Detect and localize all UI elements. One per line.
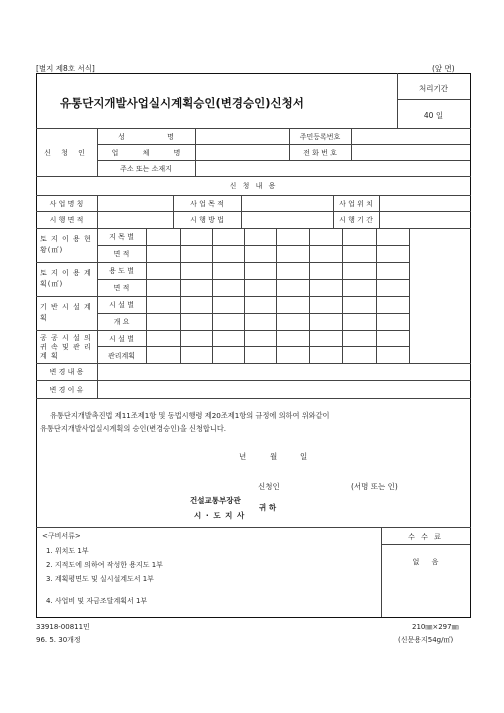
footer-paper-size: 210㎜×297㎜ [412,623,459,631]
project-name-label: 사 업 명 칭 [49,200,84,208]
form-number: [별지 제8호 서식] [36,64,95,73]
footer-revision-date: 96. 5. 30개정 [36,636,81,644]
infra-plan-label: 기 반 시 설 계 획 [40,303,92,322]
form-title: 유통단지개발사업실시계획승인(변경승인)신청서 [60,96,304,110]
page-side: (앞 면) [432,64,455,73]
recipient-suffix: 귀 하 [259,503,277,512]
project-purpose-label: 사 업 목 적 [190,200,224,208]
date-day: 일 [300,452,308,461]
land-plan-label: 토 지 이 용 계 획(㎡) [40,269,92,288]
statement-line-2: 유통단지개발사업실시계획의 승인(변경승인)을 신청합니다. [40,424,227,433]
period-label: 시 행 기 간 [339,216,373,224]
footer-code: 33918-00811민 [36,623,90,631]
public-facility-label: 공 공 시 설 의 귀 속 및 관 리 계 획 [40,334,92,360]
fee-label: 수 수 료 [408,533,443,541]
processing-period-value: 40 일 [423,111,444,120]
statement-line-1: 유통단지개발촉진법 제11조제1항 및 동법시행령 제20조제1항의 규정에 의하여 위와같이 [50,411,330,420]
phone-label: 전 화 번 호 [303,149,337,157]
recipient-minister: 건설교통부장관 [190,496,241,505]
processing-period-label: 처리기간 [419,84,448,93]
date-year: 년 [239,452,247,461]
summary-label: 개 요 [113,318,130,326]
company-name-label: 업 체 명 [111,149,181,157]
fee-value: 없 음 [412,558,439,566]
jimok-label: 지 목 별 [109,233,134,241]
area-label: 시 행 면 적 [49,216,84,224]
area-sub-label-2: 면 적 [113,284,130,292]
document-item-1: 1. 위치도 1부 [46,547,89,555]
facility-label: 시 설 별 [109,301,134,309]
area-sub-label: 면 적 [113,250,130,258]
management-label: 관리계획 [107,352,136,360]
footer-paper-type: (신문용지54g/㎡) [398,636,454,644]
name-label: 성 명 [118,133,174,141]
address-label: 주소 또는 소재지 [120,165,172,173]
change-reason-label: 변 경 이 유 [49,386,84,394]
land-current-label: 토 지 이 용 현 황(㎡) [40,235,92,254]
date-month: 월 [270,452,278,461]
recipient-governor: 시 · 도 지 사 [194,511,246,520]
request-header: 신 청 내 용 [229,182,278,190]
applicant-label: 신 청 인 [44,149,89,157]
document-item-4: 4. 사업비 및 자금조달계획서 1부 [46,597,148,605]
signature-seal: (서명 또는 인) [351,482,398,491]
facility-label-2: 시 설 별 [109,335,134,343]
documents-header: <구비서류> [42,532,81,540]
document-item-2: 2. 지적도에 의하여 작성한 용지도 1부 [46,561,163,569]
yongdo-label: 용 도 별 [109,267,134,275]
applicant-signature-label: 신청인 [258,482,280,491]
project-location-label: 사 업 위 치 [339,200,373,208]
resident-id-label: 주민등록번호 [299,133,341,141]
document-item-3: 3. 계획평면도 및 실시설계도서 1부 [46,575,154,583]
method-label: 시 행 방 법 [190,216,224,224]
change-content-label: 변 경 내 용 [49,368,84,376]
